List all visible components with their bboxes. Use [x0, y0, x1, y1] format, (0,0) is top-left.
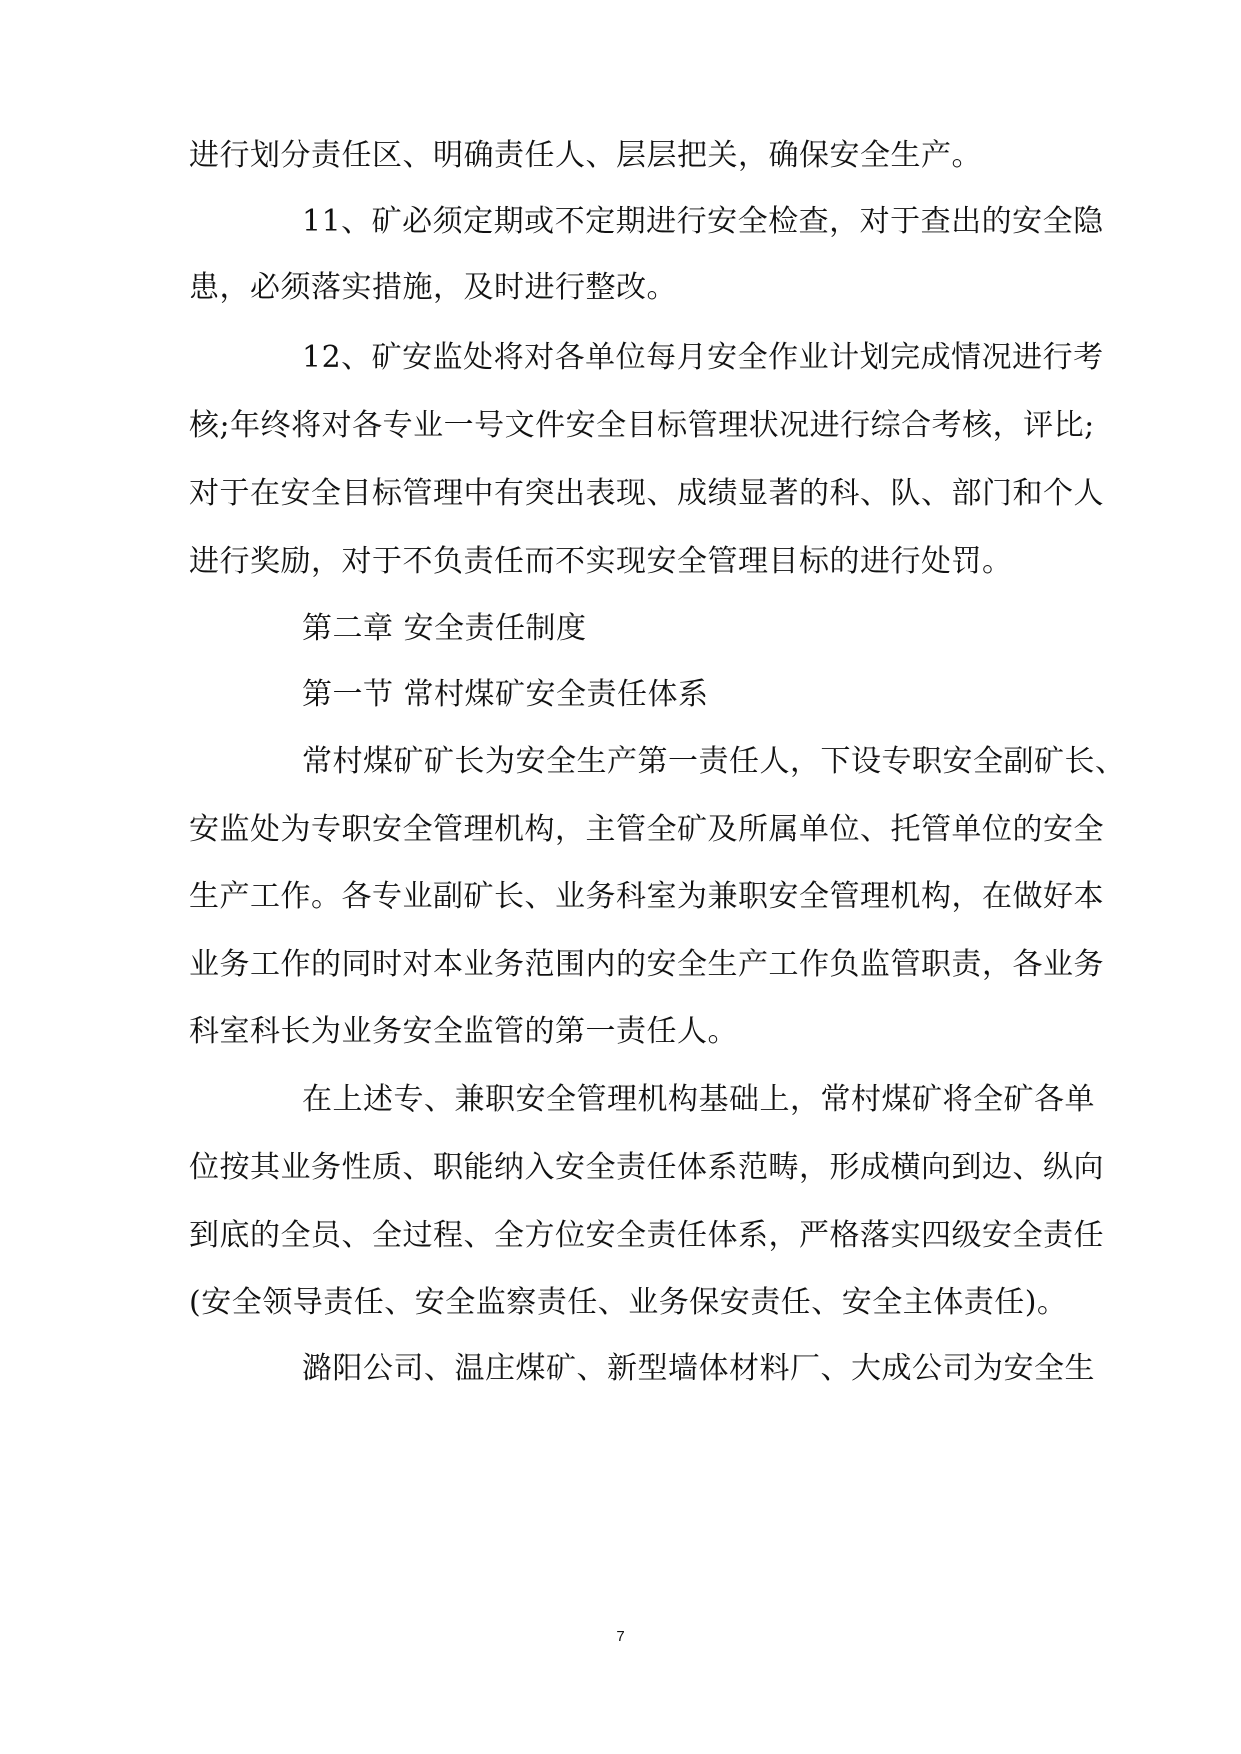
text-line-12: 生产工作。各专业副矿长、业务科室为兼职安全管理机构，在做好本: [189, 879, 1104, 914]
page-number: 7: [616, 1628, 625, 1645]
text-line-6: 对于在安全目标管理中有突出表现、成绩显著的科、队、部门和个人: [189, 476, 1104, 511]
section-heading: 第一节 常村煤矿安全责任体系: [302, 677, 709, 712]
text-line-14: 科室科长为业务安全监管的第一责任人。: [189, 1014, 738, 1049]
text-line-13: 业务工作的同时对本业务范围内的安全生产工作负监管职责，各业务: [189, 947, 1104, 982]
text-line-7: 进行奖励，对于不负责任而不实现安全管理目标的进行处罚。: [189, 544, 1013, 579]
text-line-5: 核;年终将对各专业一号文件安全目标管理状况进行综合考核，评比;: [189, 408, 1095, 443]
text-line-17: 到底的全员、全过程、全方位安全责任体系，严格落实四级安全责任: [189, 1218, 1104, 1253]
text-line-1: 进行划分责任区、明确责任人、层层把关，确保安全生产。: [189, 138, 982, 173]
text-line-3: 患，必须落实措施，及时进行整改。: [189, 270, 677, 305]
chapter-heading: 第二章 安全责任制度: [302, 611, 587, 646]
text-line-19: 潞阳公司、温庄煤矿、新型墙体材料厂、大成公司为安全生: [302, 1351, 1095, 1386]
text-line-2: 11、矿必须定期或不定期进行安全检查，对于查出的安全隐: [302, 204, 1104, 239]
text-line-16: 位按其业务性质、职能纳入安全责任体系范畴，形成横向到边、纵向: [189, 1150, 1104, 1185]
text-line-11: 安监处为专职安全管理机构，主管全矿及所属单位、托管单位的安全: [189, 812, 1104, 847]
text-line-18: (安全领导责任、安全监察责任、业务保安责任、安全主体责任)。: [189, 1285, 1068, 1320]
text-line-15: 在上述专、兼职安全管理机构基础上，常村煤矿将全矿各单: [302, 1082, 1095, 1117]
text-line-4: 12、矿安监处将对各单位每月安全作业计划完成情况进行考: [302, 340, 1104, 375]
text-line-10: 常村煤矿矿长为安全生产第一责任人，下设专职安全副矿长、: [302, 744, 1126, 779]
